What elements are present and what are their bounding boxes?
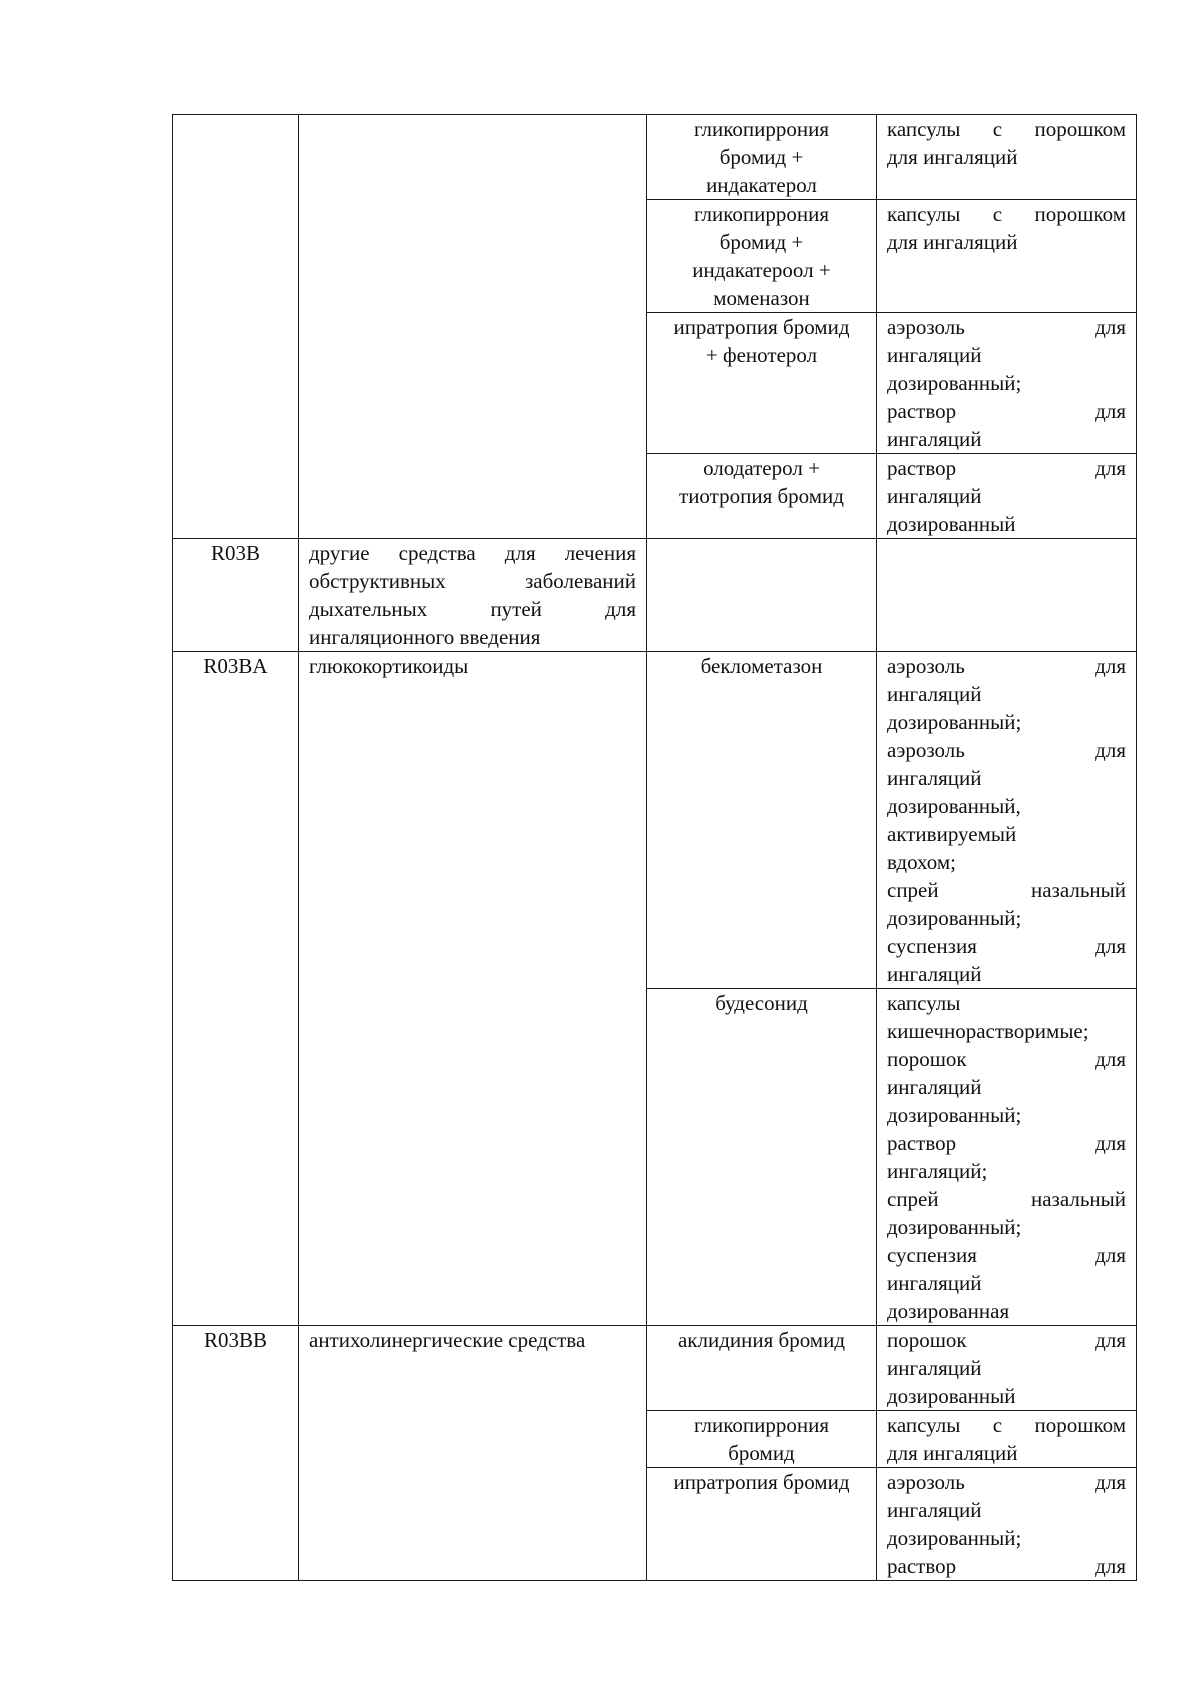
drug-name-line: будесонид xyxy=(715,991,808,1015)
drug-name-cell xyxy=(647,652,877,989)
drug-name-line: олодатерол + xyxy=(703,456,820,480)
drug-name-line: бромид + xyxy=(719,230,804,254)
dosage-form-line: активируемый xyxy=(887,822,1017,846)
dosage-form-line: вдохом; xyxy=(887,850,956,874)
dosage-form-cell xyxy=(877,1326,1137,1411)
dosage-form-line: порошок для xyxy=(887,1047,1126,1071)
dosage-form-line: ингаляций xyxy=(887,1075,982,1099)
dosage-form-line: дозированный; xyxy=(887,1103,1022,1127)
dosage-form-line: дозированный; xyxy=(887,710,1022,734)
dosage-form-cell xyxy=(877,652,1137,989)
dosage-form-line: раствор для xyxy=(887,1131,1126,1155)
group-name-line: дыхательных путей для xyxy=(309,597,636,621)
dosage-form-line: суспензия для xyxy=(887,934,1126,958)
dosage-form-line: ингаляций xyxy=(887,1498,982,1522)
drug-name-line: аклидиния бромид xyxy=(677,1328,846,1352)
dosage-form-line: ингаляций xyxy=(887,1356,982,1380)
drug-name-line: бромид xyxy=(728,1441,795,1465)
dosage-form-line: дозированный xyxy=(887,512,1016,536)
dosage-form-line: ингаляций xyxy=(887,682,982,706)
dosage-form-line: аэрозоль для xyxy=(887,1470,1126,1494)
dosage-form-line: кишечнорастворимые; xyxy=(887,1019,1089,1043)
dosage-form-line: для ингаляций xyxy=(887,230,1018,254)
drug-name-line: тиотропия бромид xyxy=(679,484,844,508)
dosage-form-line: дозированный xyxy=(887,1384,1016,1408)
group-name-cell xyxy=(299,115,647,539)
drug-name-cell xyxy=(647,313,877,454)
dosage-form-line: капсулы с порошком xyxy=(887,202,1126,226)
dosage-form-line: раствор для xyxy=(887,456,1126,480)
dosage-form-cell xyxy=(877,115,1137,200)
dosage-form-line: дозированный; xyxy=(887,906,1022,930)
dosage-form-cell xyxy=(877,200,1137,313)
drug-name-line: гликопиррония xyxy=(693,117,829,141)
dosage-form-line: для ингаляций xyxy=(887,145,1018,169)
dosage-form-line: ингаляций xyxy=(887,766,982,790)
drug-name-line: индакатерол xyxy=(706,173,817,197)
drug-name-line: ипратропия бромид xyxy=(673,1470,850,1494)
dosage-form-line: капсулы с порошком xyxy=(887,1413,1126,1437)
dosage-form-cell xyxy=(877,989,1137,1326)
dosage-form-cell xyxy=(877,454,1137,539)
group-name-line: ингаляционного введения xyxy=(309,625,541,649)
group-name-cell xyxy=(299,652,647,1326)
group-name-line: другие средства для лечения xyxy=(309,541,636,565)
drug-name-cell xyxy=(647,1468,877,1581)
dosage-form-line: дозированная xyxy=(887,1299,1010,1323)
dosage-form-line: ингаляций xyxy=(887,484,982,508)
dosage-form-line: аэрозоль для xyxy=(887,738,1126,762)
dosage-form-line: ингаляций xyxy=(887,1271,982,1295)
dosage-form-line: дозированный; xyxy=(887,1526,1022,1550)
dosage-form-line: капсулы с порошком xyxy=(887,117,1126,141)
dosage-form-line: порошок для xyxy=(887,1328,1126,1352)
dosage-form-line: спрей назальный xyxy=(887,1187,1126,1211)
dosage-form-line: дозированный; xyxy=(887,371,1022,395)
dosage-form-line: ингаляций xyxy=(887,427,982,451)
group-name-line: обструктивных заболеваний xyxy=(309,569,636,593)
dosage-form-cell xyxy=(877,1411,1137,1468)
atc-code-cell: R03BA xyxy=(173,652,299,1326)
table-row xyxy=(173,539,1137,652)
drug-name-cell xyxy=(647,989,877,1326)
dosage-form-cell xyxy=(877,1468,1137,1581)
drug-name-cell xyxy=(647,115,877,200)
drug-name-cell xyxy=(647,539,877,652)
drug-name-cell xyxy=(647,454,877,539)
dosage-form-line: ингаляций xyxy=(887,343,982,367)
drug-name-line: гликопиррония xyxy=(693,1413,829,1437)
drug-name-cell xyxy=(647,200,877,313)
group-name-cell xyxy=(299,539,647,652)
dosage-form-line: ингаляций; xyxy=(887,1159,988,1183)
dosage-form-line: дозированный, xyxy=(887,794,1021,818)
dosage-form-line: раствор для xyxy=(887,1554,1126,1578)
drug-name-line: беклометазон xyxy=(700,654,823,678)
dosage-form-line: аэрозоль для xyxy=(887,654,1126,678)
dosage-form-line: аэрозоль для xyxy=(887,315,1126,339)
drug-name-line: гликопиррония xyxy=(693,202,829,226)
drug-name-line: ипратропия бромид xyxy=(673,315,850,339)
dosage-form-line: раствор для xyxy=(887,399,1126,423)
group-name-line: глюкокортикоиды xyxy=(309,654,469,678)
drug-name-cell xyxy=(647,1411,877,1468)
drug-classification-table xyxy=(172,114,1137,1581)
atc-code-cell: R03BB xyxy=(173,1326,299,1581)
dosage-form-cell xyxy=(877,313,1137,454)
atc-code-cell: R03B xyxy=(173,539,299,652)
table-row xyxy=(173,115,1137,200)
table-row xyxy=(173,1326,1137,1411)
drug-name-line: индакатероол + xyxy=(692,258,831,282)
atc-code-cell xyxy=(173,115,299,539)
drug-name-line: бромид + xyxy=(719,145,804,169)
group-name-line: антихолинергические средства xyxy=(309,1328,586,1352)
dosage-form-line: ингаляций xyxy=(887,962,982,986)
drug-name-line: + фенотерол xyxy=(705,343,818,367)
drug-name-line: моменазон xyxy=(713,286,810,310)
drug-name-cell xyxy=(647,1326,877,1411)
table-row xyxy=(173,652,1137,989)
dosage-form-line: дозированный; xyxy=(887,1215,1022,1239)
dosage-form-line: суспензия для xyxy=(887,1243,1126,1267)
dosage-form-line: для ингаляций xyxy=(887,1441,1018,1465)
dosage-form-line: спрей назальный xyxy=(887,878,1126,902)
table-body xyxy=(173,115,1137,1581)
group-name-cell xyxy=(299,1326,647,1581)
dosage-form-line: капсулы xyxy=(887,991,961,1015)
dosage-form-cell xyxy=(877,539,1137,652)
